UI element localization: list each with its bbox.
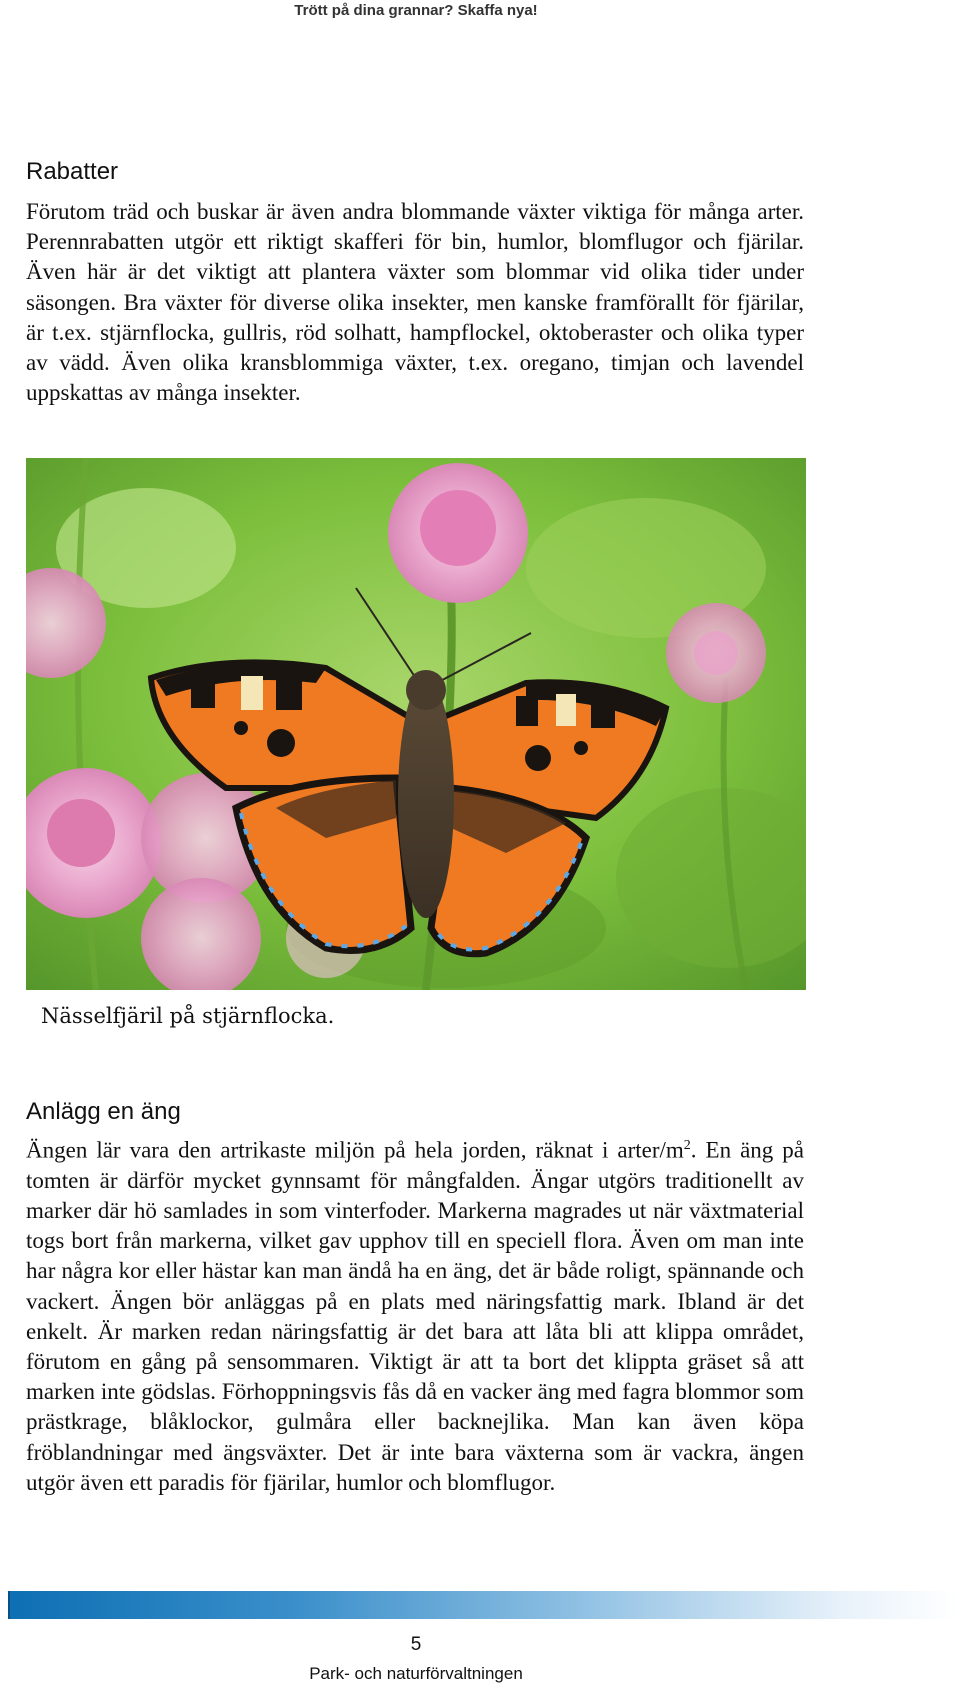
section-heading-rabatter: Rabatter xyxy=(26,158,119,185)
paragraph-anlagg-en-ang xyxy=(26,1131,804,1498)
page-header-tagline: Trött på dina grannar? Skaffa nya! xyxy=(294,2,538,19)
paragraph-ang-rest: . En äng på tomten är därför mycket gynnsamt för mångfalden. Ängar utgörs traditionellt av marker där hö samlades in som vinterfoder. Markerna magrades ut när växtmaterial togs bort från markerna, vilket gav upphov till en speciell flora. Även om man inte har några kor eller hästar kan man ändå ha en äng, det är både roligt, spännande och vackert. Ängen bör anläggas på en plats med näringsfattig mark. Ibland är det enkelt. Är marken redan näringsfattig är det bara att låta bli att klippa området, förutom en gång på sensommaren. Viktigt är att ta bort det klippta gräset så att marken inte gödslas. Förhoppningsvis fås då en vacker äng med fagra blommor som prästkrage, blåklockor, gulmåra eller backnejlika. Man kan även köpa fröblandningar med ängsväxter. Det är inte bara växterna som är vackra, ängen utgör även ett paradis för fjärilar, humlor och blomflugor. xyxy=(26,1137,804,1495)
paragraph-ang-start: Ängen lär vara den artrikaste miljön på hela jorden, räknat i arter/m xyxy=(26,1137,684,1163)
figure-caption: Nässelfjäril på stjärnflocka. xyxy=(41,1004,335,1028)
footer-gradient-bar xyxy=(8,1591,958,1619)
butterfly-photo xyxy=(26,458,806,990)
footer-organization: Park- och naturförvaltningen xyxy=(309,1664,523,1683)
page-number: 5 xyxy=(410,1634,422,1655)
footer-bar-edge xyxy=(8,1591,10,1619)
section-heading-anlagg-en-ang: Anlägg en äng xyxy=(26,1098,181,1125)
paragraph-rabatter: Förutom träd och buskar är även andra blommande växter viktiga för många arter. Perennrabatten utgör ett riktigt skafferi för bin, humlor, blomflugor och fjärilar. Även här är det viktigt att plantera växter som blommar vid olika tider under säsongen. Bra växter för diverse olika insekter, men kanske framförallt för fjärilar, är t.ex. stjärnflocka, gullris, röd solhatt, hampflockel, oktoberaster och olika typer av vädd. Även olika kransblommiga växter, t.ex. oregano, timjan och lavendel uppskattas av många insekter. xyxy=(26,199,804,406)
superscript-2: 2 xyxy=(683,1138,691,1153)
